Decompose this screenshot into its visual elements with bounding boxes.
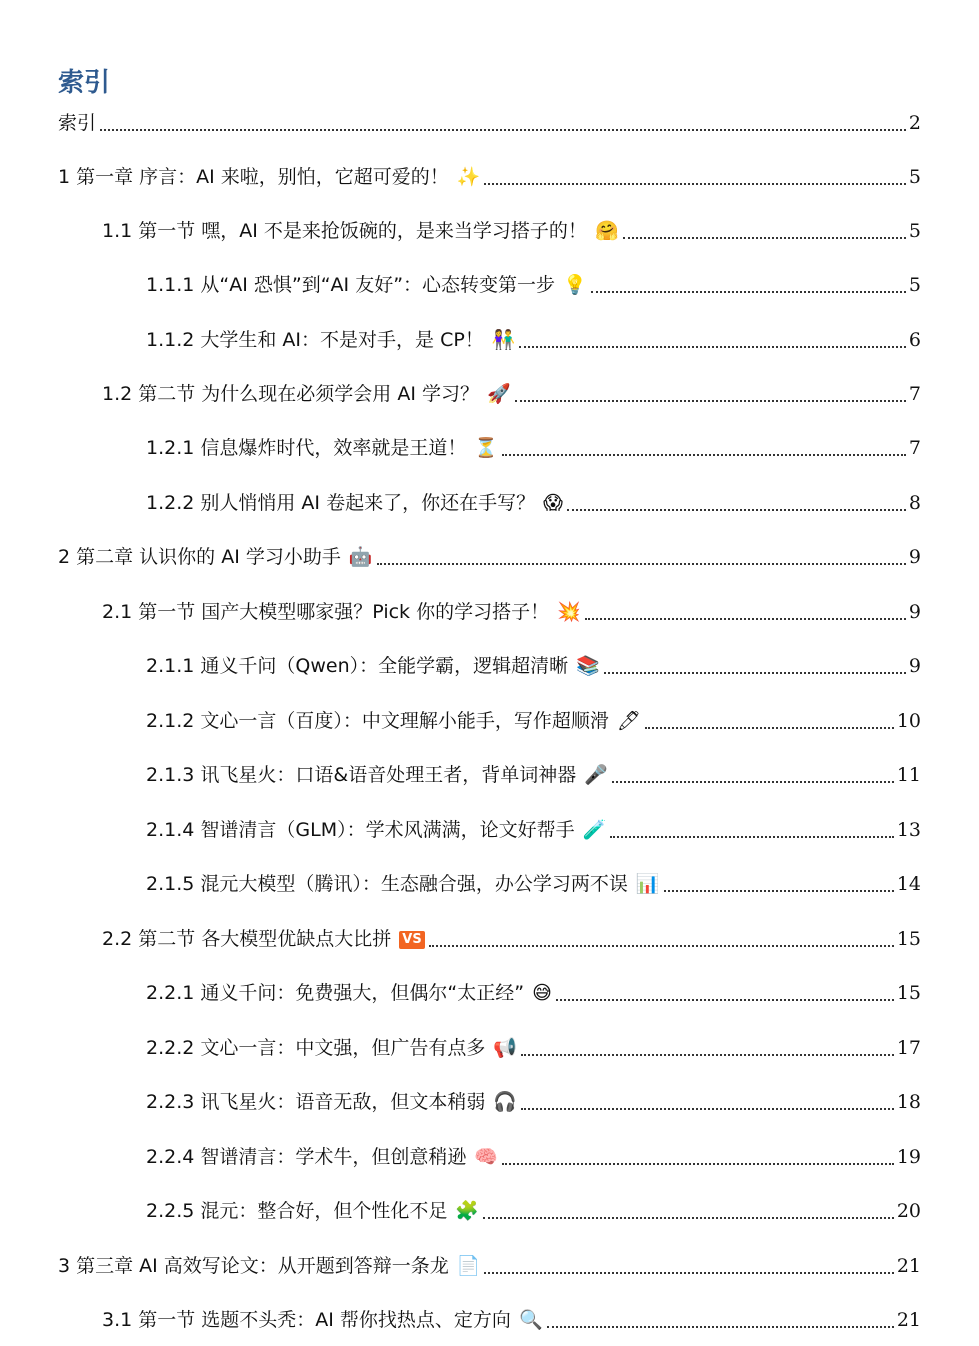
toc-entry-label: 2.1.2 文心一言（百度）：中文理解小能手，写作超顺滑: [146, 710, 609, 732]
toc-entry-label: 1.1.1 从“AI 恐惧”到“AI 友好”：心态转变第一步: [146, 274, 556, 296]
hugging-face-icon: 🤗: [594, 220, 619, 242]
toc-entry-label: 1.2.2 别人悄悄用 AI 卷起来了，你还在手写？: [146, 492, 536, 514]
sparkles-icon: ✨: [456, 166, 481, 188]
toc-entry[interactable]: [146, 978, 921, 1008]
dot-leader: [585, 618, 906, 620]
toc-entry-page: 7: [908, 437, 921, 459]
toc-entry[interactable]: [146, 325, 921, 355]
toc-entry-page: 15: [896, 982, 921, 1004]
toc-entry[interactable]: [146, 433, 921, 463]
toc-entry-label: 1.2.1 信息爆炸时代，效率就是王道！: [146, 437, 467, 459]
toc-entry-label: 2.2.2 文心一言：中文强，但广告有点多: [146, 1037, 486, 1059]
dot-leader: [664, 890, 894, 892]
toc-heading: 索引: [58, 68, 111, 98]
toc-entry-page: 11: [896, 764, 921, 786]
bar-chart-icon: 📊: [635, 873, 660, 895]
toc-entry[interactable]: [102, 379, 921, 409]
pen-icon: 🖊: [616, 710, 642, 732]
robot-icon: 🤖: [348, 546, 373, 568]
toc-entry-label: 1.1.2 大学生和 AI：不是对手，是 CP！: [146, 329, 484, 351]
toc-entry-page: 21: [896, 1309, 921, 1331]
toc-entry-label: 1.1 第一节 嘿，AI 不是来抢饭碗的，是来当学习搭子的！: [102, 220, 587, 242]
dot-leader: [567, 509, 906, 511]
dot-leader: [591, 291, 906, 293]
toc-entry-page: 10: [896, 710, 921, 732]
dot-leader: [515, 400, 906, 402]
vs-badge: VS: [399, 931, 424, 949]
toc-entry[interactable]: [58, 1251, 921, 1281]
toc-entry-page: 8: [908, 492, 921, 514]
megaphone-icon: 📢: [493, 1037, 518, 1059]
hourglass-icon: ⏳: [474, 437, 499, 459]
magnifier-icon: 🔍: [518, 1309, 543, 1331]
test-tube-icon: 🧪: [582, 819, 607, 841]
toc-entry-page: 18: [896, 1091, 921, 1113]
toc-entry-page: 9: [908, 601, 921, 623]
toc-entry[interactable]: [102, 597, 921, 627]
toc-entry-label: 2.1.1 通义千问（Qwen）：全能学霸，逻辑超清晰: [146, 655, 569, 677]
toc-entry[interactable]: [146, 1142, 921, 1172]
toc-entry[interactable]: [146, 1087, 921, 1117]
toc-entry-label: 2.2 第二节 各大模型优缺点大比拼: [102, 928, 392, 950]
toc-entry[interactable]: [146, 706, 921, 736]
dot-leader: [521, 1108, 894, 1110]
toc-entry-label: 1.2 第二节 为什么现在必须学会用 AI 学习？: [102, 383, 479, 405]
dot-leader: [604, 672, 906, 674]
toc-entry-label: 3 第三章 AI 高效写论文：从开题到答辩一条龙: [58, 1255, 449, 1277]
brain-icon: 🧠: [474, 1146, 499, 1168]
toc-entry[interactable]: [102, 216, 921, 246]
toc-entry[interactable]: [58, 108, 921, 138]
toc-entry[interactable]: [102, 924, 921, 954]
vs-icon: [399, 924, 424, 954]
toc-entry-page: 13: [896, 819, 921, 841]
toc-entry[interactable]: [146, 1033, 921, 1063]
dot-leader: [483, 1217, 894, 1219]
toc-entry-page: 7: [908, 383, 921, 405]
toc-entry[interactable]: [146, 815, 921, 845]
dot-leader: [502, 1163, 894, 1165]
puzzle-piece-icon: 🧩: [455, 1200, 480, 1222]
toc-entry-label: 2.2.4 智谱清言：学术牛，但创意稍逊: [146, 1146, 467, 1168]
toc-entry-page: 5: [908, 220, 921, 242]
dot-leader: [502, 454, 906, 456]
toc-entry[interactable]: [58, 542, 921, 572]
toc-entry[interactable]: [102, 1305, 921, 1335]
rocket-icon: 🚀: [486, 383, 511, 405]
toc-entry-label: 2.1.5 混元大模型（腾讯）：生态融合强，办公学习两不误: [146, 873, 628, 895]
dot-leader: [100, 129, 906, 131]
toc-entry-page: 9: [908, 655, 921, 677]
toc-entry-page: 6: [908, 329, 921, 351]
toc-entry-label: 1 第一章 序言：AI 来啦，别怕，它超可爱的！: [58, 166, 449, 188]
toc-entry-page: 14: [896, 873, 921, 895]
toc-entry[interactable]: [58, 162, 921, 192]
dot-leader: [521, 1054, 894, 1056]
toc-entry-page: 2: [908, 112, 921, 134]
dot-leader: [645, 727, 894, 729]
collision-icon: 💥: [557, 601, 581, 623]
toc-entry-page: 20: [896, 1200, 921, 1222]
sweat-smile-icon: 😅: [532, 982, 552, 1004]
microphone-icon: 🎤: [584, 764, 608, 786]
toc-entry[interactable]: [146, 1196, 921, 1226]
toc-entry-page: 15: [896, 928, 921, 950]
toc-entry-page: 9: [908, 546, 921, 568]
screaming-face-icon: 😱: [543, 492, 563, 514]
dot-leader: [610, 836, 894, 838]
dot-leader: [429, 945, 894, 947]
toc-entry[interactable]: [146, 651, 921, 681]
toc-entry-page: 17: [896, 1037, 921, 1059]
toc-entry-label: 3.1 第一节 选题不头秃：AI 帮你找热点、定方向: [102, 1309, 511, 1331]
toc-entry[interactable]: [146, 760, 921, 790]
dot-leader: [484, 183, 905, 185]
toc-entry-label: 2 第二章 认识你的 AI 学习小助手: [58, 546, 341, 568]
toc-entry-page: 5: [908, 166, 921, 188]
dot-leader: [556, 999, 894, 1001]
toc-entry[interactable]: [146, 869, 921, 899]
headphone-icon: 🎧: [493, 1091, 518, 1113]
toc-entry[interactable]: [146, 270, 921, 300]
dot-leader: [547, 1326, 894, 1328]
dot-leader: [519, 346, 905, 348]
toc-entry-label: 2.2.1 通义千问：免费强大，但偶尔“太正经”: [146, 982, 525, 1004]
toc-entry-page: 19: [896, 1146, 921, 1168]
toc-entry-page: 5: [908, 274, 921, 296]
toc-entry-label: 2.2.5 混元：整合好，但个性化不足: [146, 1200, 448, 1222]
toc-entry-label: 2.1.3 讯飞星火：口语&语音处理王者，背单词神器: [146, 764, 577, 786]
dot-leader: [377, 563, 906, 565]
dot-leader: [612, 781, 894, 783]
books-icon: 📚: [576, 655, 600, 677]
dot-leader: [623, 237, 906, 239]
toc-entry-label: 2.1 第一节 国产大模型哪家强？Pick 你的学习搭子！: [102, 601, 550, 623]
light-bulb-icon: 💡: [563, 274, 587, 296]
couple-icon: 👫: [491, 329, 516, 351]
document-icon: 📄: [456, 1255, 481, 1277]
toc-entry-label: 2.2.3 讯飞星火：语音无敌，但文本稍弱: [146, 1091, 486, 1113]
toc-entry[interactable]: [146, 488, 921, 518]
toc-entry-label: 索引: [58, 112, 97, 134]
toc-entry-page: 21: [896, 1255, 921, 1277]
dot-leader: [484, 1272, 893, 1274]
toc-entry-label: 2.1.4 智谱清言（GLM）：学术风满满，论文好帮手: [146, 819, 575, 841]
